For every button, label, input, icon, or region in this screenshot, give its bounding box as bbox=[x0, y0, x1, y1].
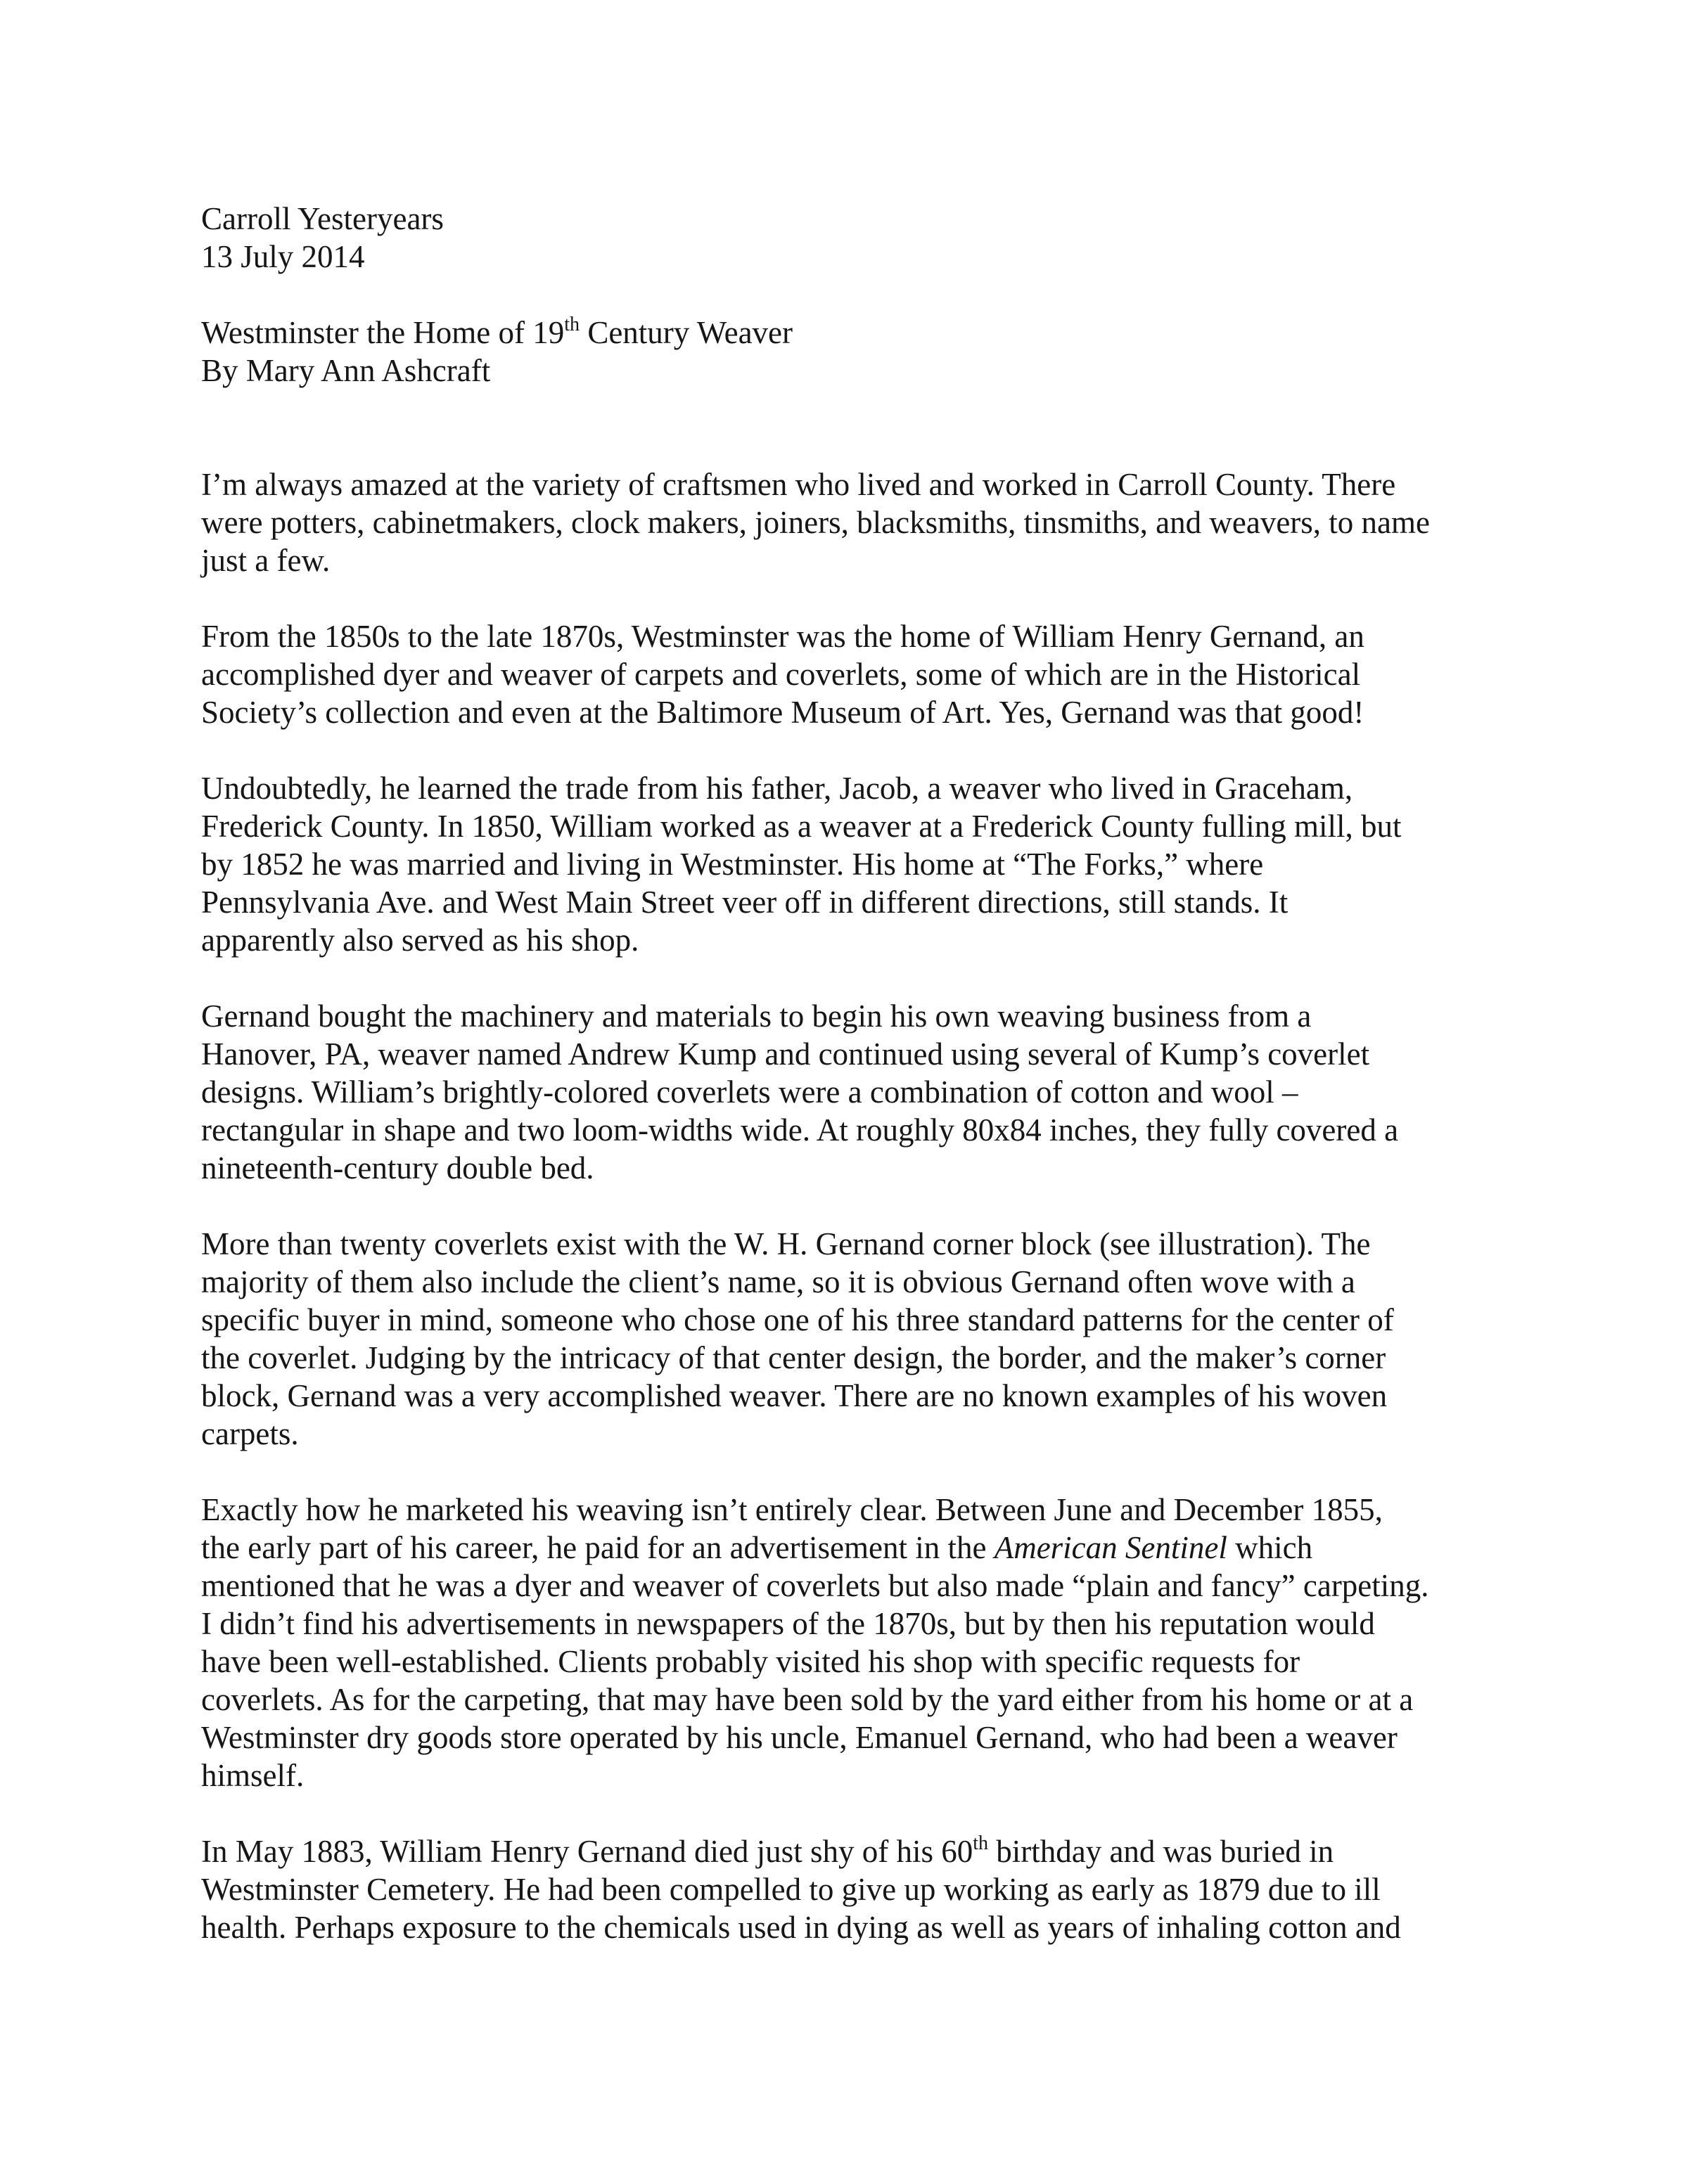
paragraph-line: rectangular in shape and two loom-widths wide. At roughly 80x84 inches, they fully covered a bbox=[201, 1112, 1399, 1148]
article-byline: By Mary Ann Ashcraft bbox=[201, 353, 491, 388]
article-title-text: Westminster the Home of 19 bbox=[201, 315, 565, 350]
paragraph-line: by 1852 he was married and living in Westminster. His home at “The Forks,” where bbox=[201, 847, 1264, 882]
paragraph-text: birthday and was buried in bbox=[988, 1834, 1334, 1869]
paragraph-line bbox=[201, 1529, 1502, 1567]
paragraph-line: the coverlet. Judging by the intricacy of that center design, the border, and the maker’s corner bbox=[201, 1340, 1386, 1375]
paragraph-line: Undoubtedly, he learned the trade from his father, Jacob, a weaver who lived in Graceham, bbox=[201, 771, 1353, 806]
paragraph-line: mentioned that he was a dyer and weaver of coverlets but also made “plain and fancy” carpeting. bbox=[201, 1568, 1429, 1603]
paragraph-line: Exactly how he marketed his weaving isn’t entirely clear. Between June and December 1855, bbox=[201, 1492, 1383, 1527]
column-name: Carroll Yesteryears bbox=[201, 201, 444, 236]
paragraph-line: apparently also served as his shop. bbox=[201, 923, 639, 958]
paragraph-line: have been well-established. Clients probably visited his shop with specific requests for bbox=[201, 1644, 1300, 1679]
paragraph-7 bbox=[201, 1832, 1502, 1946]
paragraph-1 bbox=[201, 465, 1502, 579]
paragraph-line: himself. bbox=[201, 1758, 305, 1793]
paragraph-line: Westminster Cemetery. He had been compelled to give up working as early as 1879 due to ill bbox=[201, 1872, 1381, 1907]
paragraph-text: the early part of his career, he paid for an advertisement in the bbox=[201, 1530, 995, 1565]
publication-date: 13 July 2014 bbox=[201, 239, 365, 274]
paragraph-line: just a few. bbox=[201, 543, 331, 578]
paragraph-text: which bbox=[1227, 1530, 1313, 1565]
column-header bbox=[201, 200, 1502, 276]
paragraph-line: Society’s collection and even at the Baltimore Museum of Art. Yes, Gernand was that good! bbox=[201, 695, 1364, 730]
paragraph-line: Gernand bought the machinery and materials to begin his own weaving business from a bbox=[201, 998, 1312, 1034]
paragraph-line: I didn’t find his advertisements in newspapers of the 1870s, but by then his reputation would bbox=[201, 1606, 1375, 1641]
paragraph-line: majority of them also include the client’s name, so it is obvious Gernand often wove with a bbox=[201, 1264, 1355, 1299]
article-body bbox=[201, 200, 1502, 1984]
paragraph-line: carpets. bbox=[201, 1416, 299, 1451]
article-heading bbox=[201, 314, 1502, 390]
paragraph-2 bbox=[201, 617, 1502, 731]
paragraph-line: were potters, cabinetmakers, clock makers, joiners, blacksmiths, tinsmiths, and weavers, to name bbox=[201, 505, 1431, 540]
paragraph-line: accomplished dyer and weaver of carpets and coverlets, some of which are in the Historical bbox=[201, 657, 1361, 692]
paragraph-line: designs. William’s brightly-colored coverlets were a combination of cotton and wool – bbox=[201, 1074, 1298, 1110]
paragraph-text: In May 1883, William Henry Gernand died just shy of his 60 bbox=[201, 1834, 973, 1869]
paragraph-line: Frederick County. In 1850, William worked as a weaver at a Frederick County fulling mill, but bbox=[201, 809, 1402, 844]
paragraph-line: More than twenty coverlets exist with the W. H. Gernand corner block (see illustration). The bbox=[201, 1226, 1371, 1261]
article-title bbox=[201, 314, 1502, 352]
article-title-text-end: Century Weaver bbox=[580, 315, 793, 350]
paragraph-line: I’m always amazed at the variety of craftsmen who lived and worked in Carroll County. There bbox=[201, 467, 1396, 502]
paragraph-line: block, Gernand was a very accomplished weaver. There are no known examples of his woven bbox=[201, 1378, 1388, 1413]
paragraph-6 bbox=[201, 1491, 1502, 1794]
paragraph-line: Pennsylvania Ave. and West Main Street veer off in different directions, still stands. It bbox=[201, 885, 1289, 920]
paragraph-line: From the 1850s to the late 1870s, Westminster was the home of William Henry Gernand, an bbox=[201, 619, 1364, 654]
paragraph-line: Westminster dry goods store operated by his uncle, Emanuel Gernand, who had been a weaver bbox=[201, 1720, 1398, 1755]
ordinal-superscript: th bbox=[973, 1832, 988, 1854]
paragraph-line: coverlets. As for the carpeting, that may have been sold by the yard either from his home or at a bbox=[201, 1682, 1414, 1717]
paragraph-line: Hanover, PA, weaver named Andrew Kump and continued using several of Kump’s coverlet bbox=[201, 1036, 1370, 1072]
paragraph-line bbox=[201, 1832, 1502, 1870]
newspaper-title: American Sentinel bbox=[994, 1530, 1227, 1565]
paragraph-4 bbox=[201, 997, 1502, 1187]
paragraph-line: specific buyer in mind, someone who chose one of his three standard patterns for the center of bbox=[201, 1302, 1394, 1337]
paragraph-line: nineteenth-century double bed. bbox=[201, 1150, 594, 1186]
paragraph-3 bbox=[201, 769, 1502, 959]
article-title-superscript: th bbox=[564, 314, 580, 335]
paragraph-line: health. Perhaps exposure to the chemicals used in dying as well as years of inhaling cotton and bbox=[201, 1910, 1401, 1945]
paragraph-5 bbox=[201, 1225, 1502, 1453]
